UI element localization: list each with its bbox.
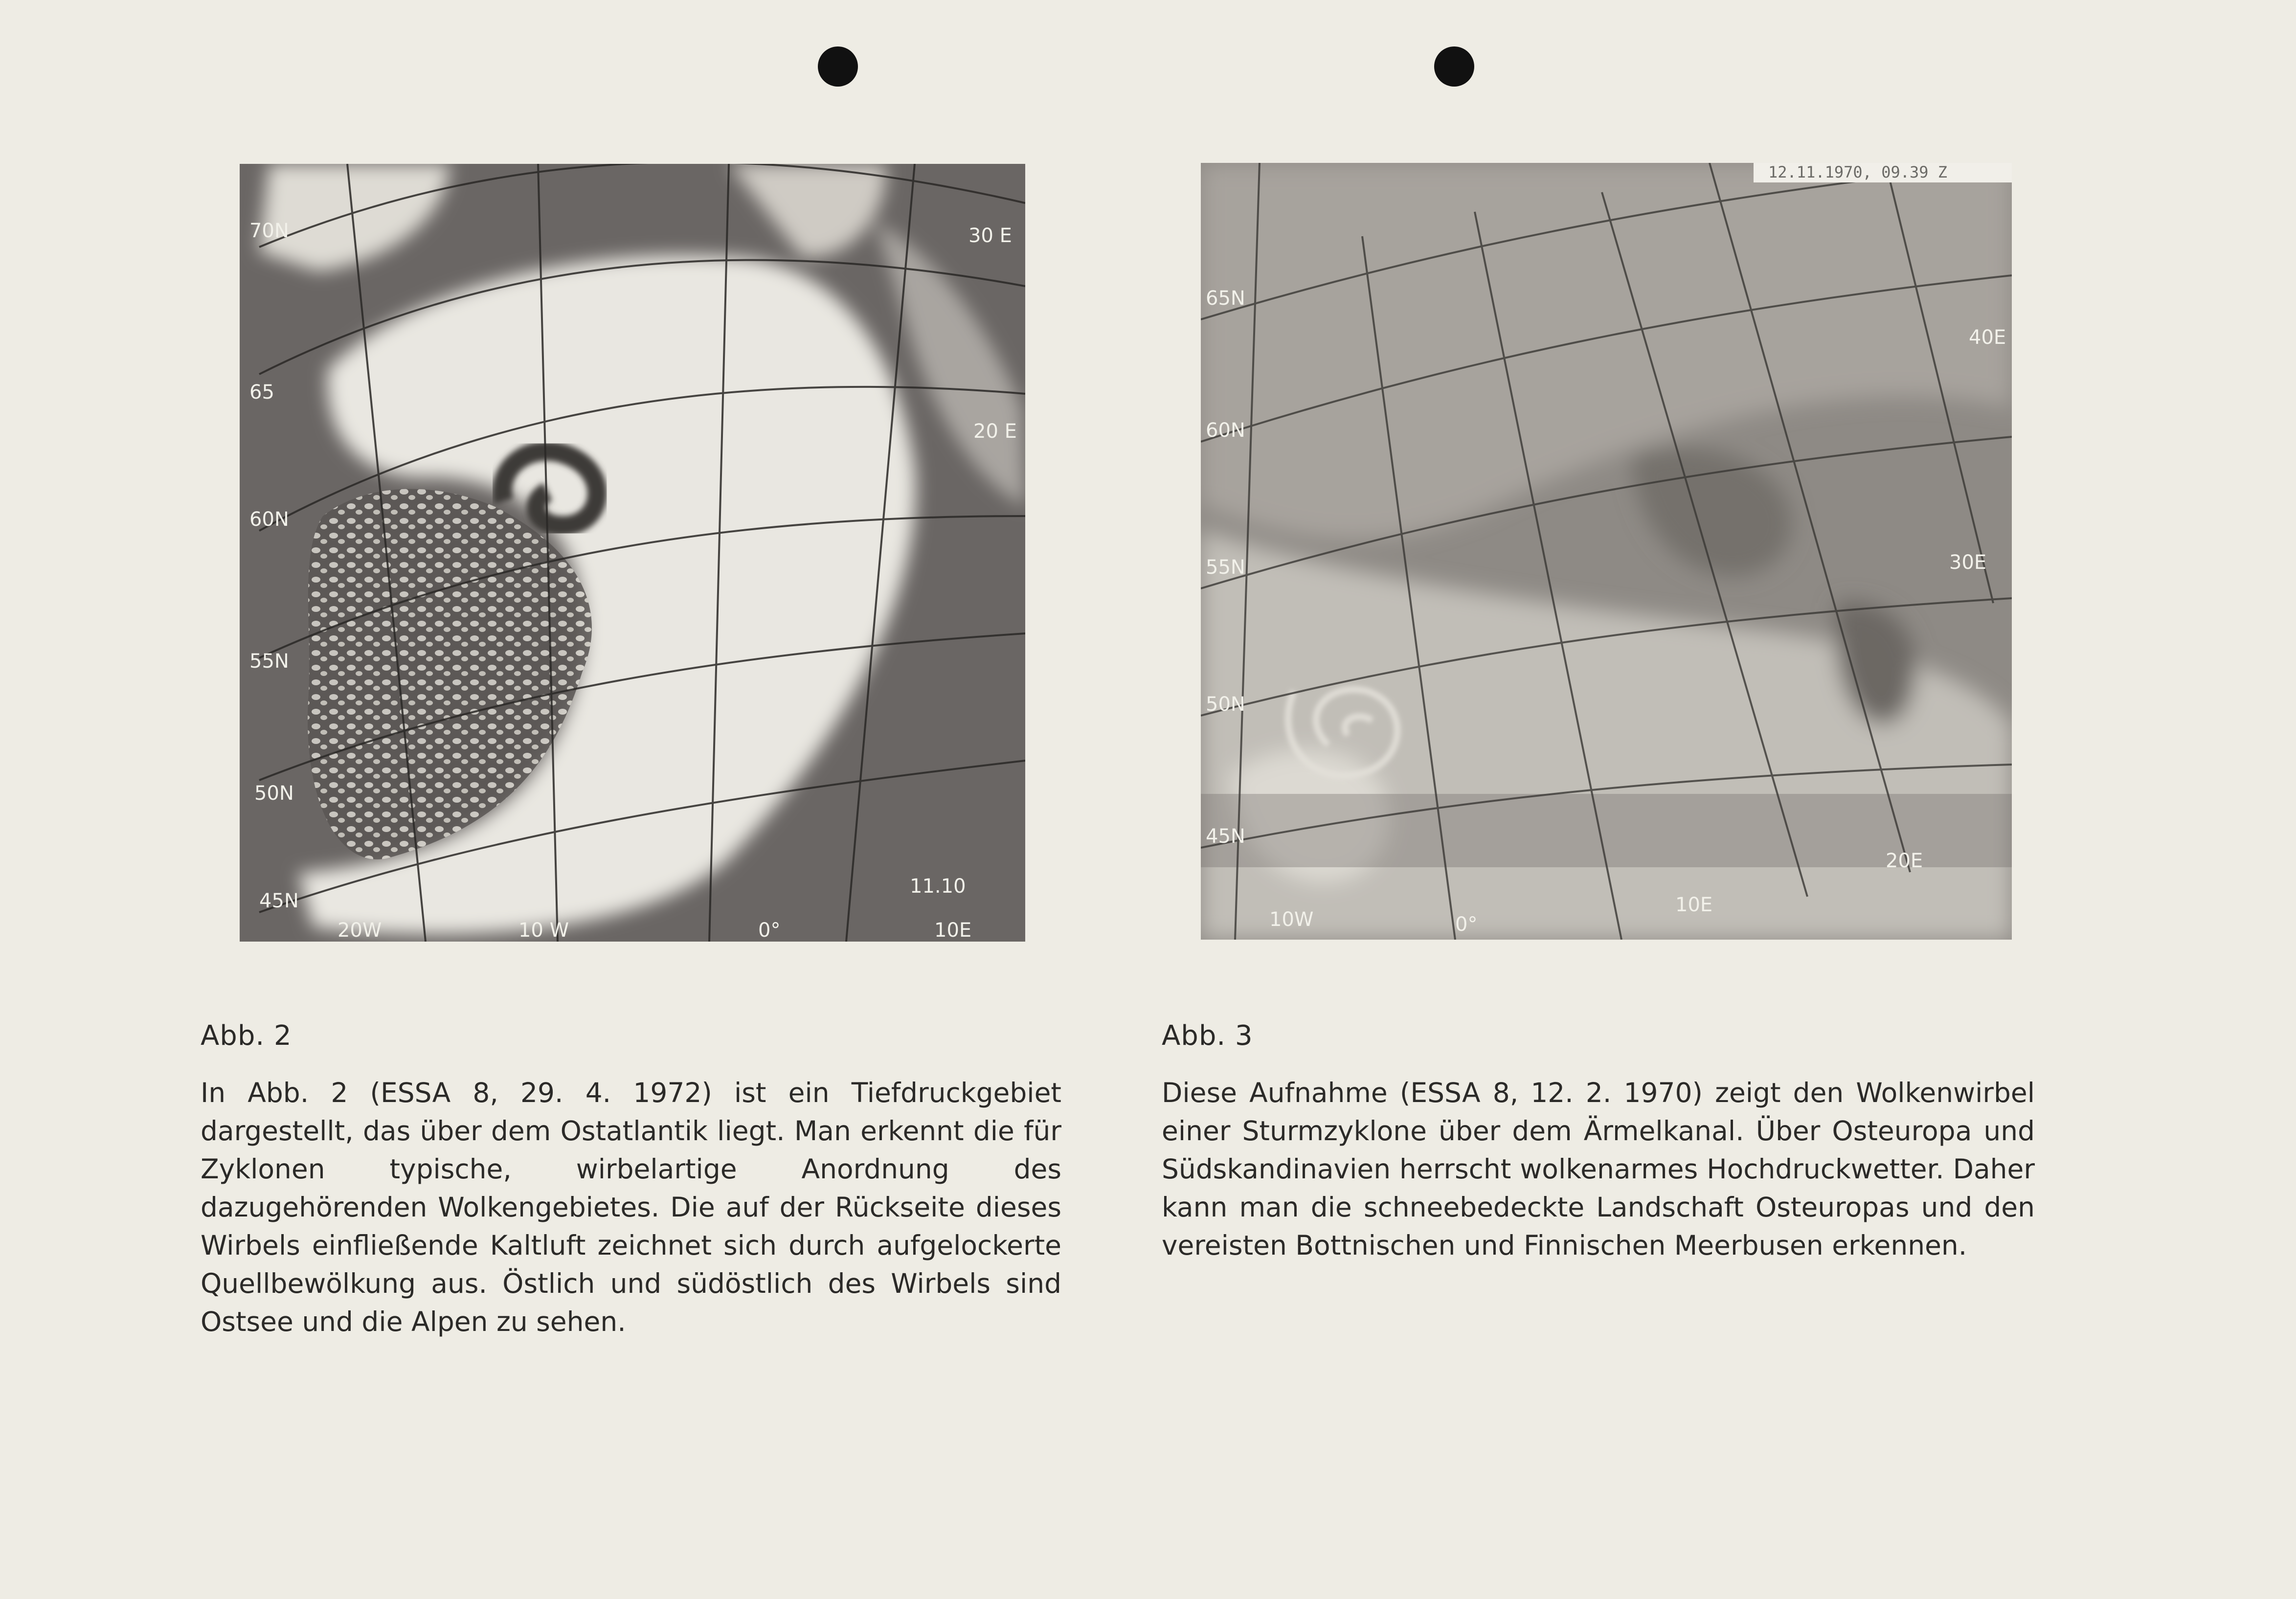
figure-label-abb-2: Abb. 2 [201, 1020, 292, 1052]
abb3-label-30e: 30E [1949, 551, 1987, 574]
caption-abb-3: Diese Aufnahme (ESSA 8, 12. 2. 1970) zeigt den Wolkenwirbel einer Sturmzyklone über dem Ärmelkanal. Über Osteuropa und Südskandinavien herrscht wolkenarmes Hochdruckwetter. Daher kann man die schneebedeckte Landschaft Osteuropas und den vereisten Bottnischen und Finnischen Meerbusen erkennen. [1162, 1077, 2035, 1261]
figure-label-abb-3: Abb. 3 [1162, 1020, 1253, 1052]
abb3-label-60n: 60N [1206, 419, 1245, 442]
abb3-label-40e: 40E [1969, 326, 2006, 349]
abb2-label-60n: 60N [249, 508, 289, 531]
punch-hole-left [818, 46, 858, 87]
abb2-label-20w: 20W [338, 919, 382, 942]
abb3-label-0: 0° [1455, 913, 1478, 936]
abb3-timestamp: 12.11.1970, 09.39 Z [1768, 163, 1948, 181]
abb2-label-45n: 45N [259, 890, 299, 912]
abb2-label-30e: 30 E [968, 225, 1012, 247]
abb3-label-45n: 45N [1206, 825, 1245, 848]
abb2-label-50n: 50N [254, 782, 294, 805]
abb3-label-65n: 65N [1206, 287, 1245, 310]
abb3-label-10w: 10W [1269, 908, 1314, 931]
abb3-label-55n: 55N [1206, 556, 1245, 579]
abb3-label-50n: 50N [1206, 693, 1245, 716]
satellite-image-abb-3-drawing [1201, 163, 2012, 940]
abb2-label-0: 0° [758, 919, 781, 942]
punch-hole-right [1434, 46, 1474, 87]
caption-abb-2: In Abb. 2 (ESSA 8, 29. 4. 1972) ist ein Tiefdruckgebiet dargestellt, das über dem Ostatlantik liegt. Man erkennt die für Zyklonen typische, wirbelartige Anordnung des dazugehörenden Wolkengebietes. Die auf der Rückseite dieses Wirbels einfließende Kaltluft zeichnet sich durch aufgelockerte Quellbewölkung aus. Östlich und südöstlich des Wirbels sind Ostsee und die Alpen zu sehen. [201, 1077, 1061, 1337]
abb2-label-10w: 10 W [518, 919, 569, 942]
abb3-label-10e: 10E [1675, 894, 1713, 916]
satellite-image-abb-3 [1201, 163, 2012, 940]
abb2-label-time: 11.10 [910, 875, 966, 898]
satellite-image-abb-2-drawing [240, 164, 1025, 942]
abb2-label-10e: 10E [934, 919, 972, 942]
abb2-label-65: 65 [249, 381, 274, 404]
abb2-label-20e: 20 E [973, 420, 1017, 443]
abb3-label-20e: 20E [1886, 850, 1923, 872]
abb2-label-55n: 55N [249, 650, 289, 673]
abb2-label-70n: 70N [249, 220, 289, 242]
satellite-image-abb-2 [240, 164, 1025, 942]
